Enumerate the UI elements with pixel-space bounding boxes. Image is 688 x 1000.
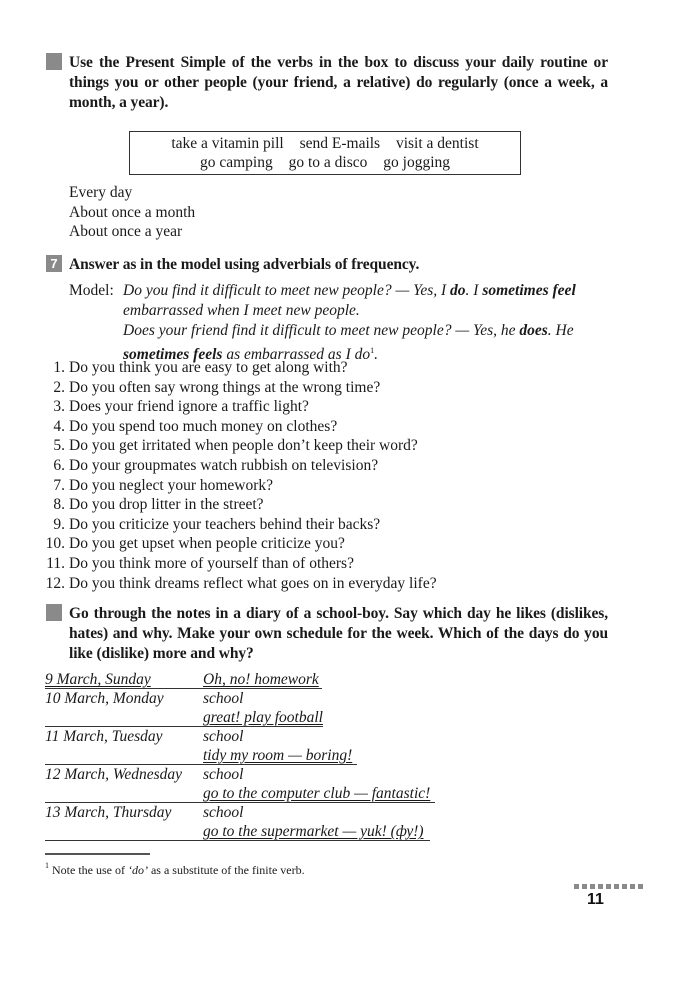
- question-item: 4. Do you spend too much money on clothes?: [53, 417, 338, 435]
- frequency-line: Every day: [69, 184, 133, 201]
- exercise-number-badge: 6: [46, 53, 62, 70]
- exercise-number-badge: 7: [46, 255, 62, 272]
- verb-box-row-1: [130, 134, 520, 153]
- question-item: 8. Do you drop litter in the street?: [53, 496, 264, 514]
- question-item: 9. Do you criticize your teachers behind their backs?: [53, 515, 381, 533]
- verb-item: go to a disco: [288, 154, 368, 171]
- question-item: 6. Do your groupmates watch rubbish on television?: [53, 456, 379, 474]
- diary-note: great! play football: [203, 709, 323, 726]
- diary-date: 11 March, Tuesday: [45, 728, 163, 745]
- verb-item: go jogging: [383, 154, 451, 171]
- exercise-8-instruction: [38, 604, 608, 664]
- diary-notes: [45, 670, 435, 841]
- question-item: 2. Do you often say wrong things at the wrong time?: [53, 378, 381, 396]
- question-list: [44, 358, 437, 593]
- diary-note: Oh, no! homework: [203, 671, 319, 688]
- frequency-line: About once a year: [69, 223, 183, 240]
- diary-entry: [45, 803, 435, 822]
- question-item: 11. Do you think more of yourself than of others?: [46, 554, 354, 572]
- diary-entry: [45, 670, 435, 689]
- exercise-7-text: Answer as in the model using adverbials of frequency.: [69, 256, 420, 273]
- verb-box: [129, 131, 521, 175]
- question-item: 5. Do you get irritated when people don’t keep their word?: [53, 437, 418, 455]
- footnote: $^1$ Note the use of ‘do’ as a substitute of the finite verb.: [45, 861, 305, 877]
- verb-box-row-2: [130, 153, 520, 172]
- exercise-number-badge: 8: [46, 604, 62, 621]
- diary-note: tidy my room — boring!: [203, 747, 353, 764]
- page-number: 11: [587, 891, 604, 908]
- page-decoration-dots: [574, 884, 643, 889]
- diary-entry: [45, 765, 435, 784]
- model-answer: [69, 281, 609, 365]
- exercise-8-text: Go through the notes in a diary of a school-boy. Say which day he likes (dislikes, hates) and why. Make your own schedule for the week. Which of the days do you like (dislike) more and why?: [69, 605, 608, 662]
- exercise-6-text: Use the Present Simple of the verbs in the box to discuss your daily routine or things you or other people (your friend, a relative) do regularly (once a week, a month, a year).: [69, 54, 608, 111]
- diary-date: 12 March, Wednesday: [45, 766, 183, 783]
- diary-entry: [45, 689, 435, 708]
- frequency-lines: [69, 183, 195, 242]
- exercise-6-instruction: [38, 53, 608, 113]
- footnote-marker: 1: [45, 861, 49, 870]
- question-item: 12. Do you think dreams reflect what goes on in everyday life?: [45, 574, 437, 592]
- model-example-2: Does your friend find it difficult to meet new people? — Yes, he does. He sometimes feels as embarrassed as I $do^1$.: [123, 322, 574, 363]
- divider: [45, 840, 430, 841]
- verb-item: visit a dentist: [395, 135, 479, 152]
- verb-item: take a vitamin pill: [171, 135, 284, 152]
- question-item: 10. Do you get upset when people criticize you?: [45, 535, 345, 553]
- diary-note: school: [203, 804, 244, 821]
- model-example-1: Do you find it difficult to meet new people? — Yes, I do. I sometimes feel embarrassed when I meet new people.: [123, 282, 576, 319]
- footnote-rule: [45, 853, 150, 855]
- question-item: 3. Does your friend ignore a traffic light?: [53, 398, 309, 416]
- diary-date: 10 March, Monday: [45, 690, 164, 707]
- diary-date: 13 March, Thursday: [45, 804, 172, 821]
- model-label: Model:: [69, 282, 114, 299]
- question-item: 1. Do you think you are easy to get along with?: [53, 359, 348, 376]
- exercise-7-instruction: [46, 255, 608, 275]
- diary-note: school: [203, 690, 244, 707]
- diary-note: school: [203, 728, 244, 745]
- diary-date: 9 March, Sunday: [45, 671, 151, 688]
- diary-note: go to the supermarket — yuk! (фу!): [203, 823, 424, 840]
- footnote-reference: 1: [370, 346, 375, 355]
- question-item: 7. Do you neglect your homework?: [53, 476, 274, 494]
- diary-note: go to the computer club — fantastic!: [203, 785, 431, 802]
- diary-note: school: [203, 766, 244, 783]
- verb-item: send E-mails: [299, 135, 381, 152]
- frequency-line: About once a month: [69, 203, 196, 221]
- diary-entry: [45, 727, 435, 746]
- verb-item: go camping: [199, 154, 273, 171]
